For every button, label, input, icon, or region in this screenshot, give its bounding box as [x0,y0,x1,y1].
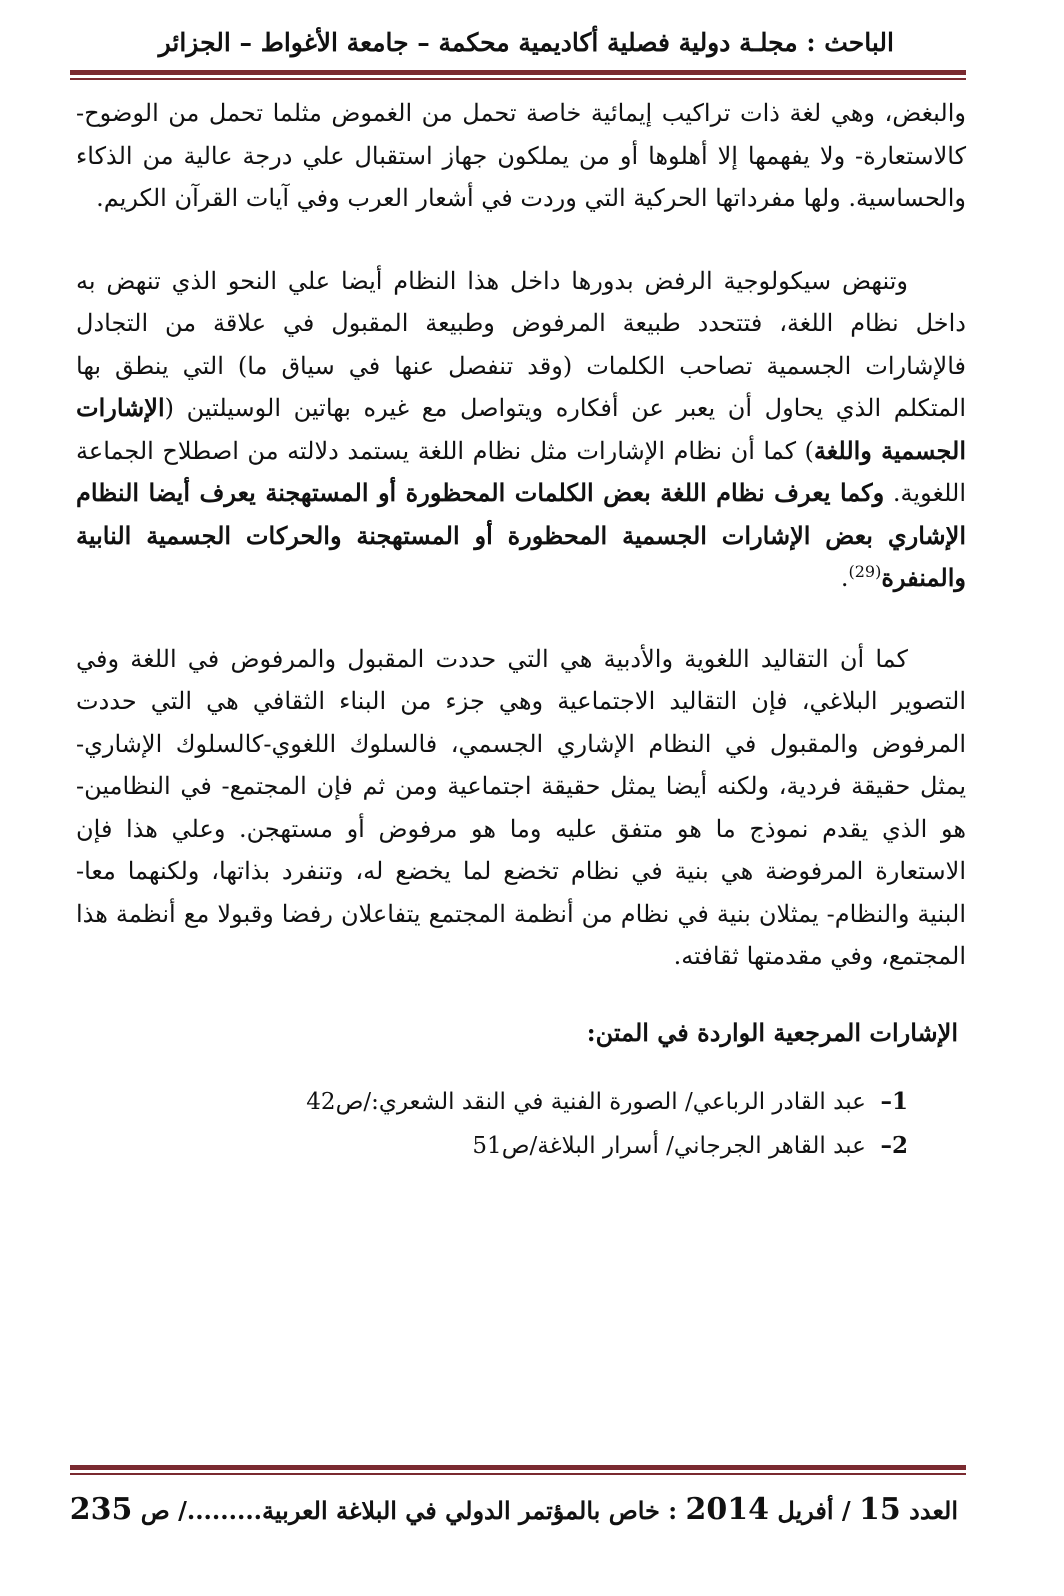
article-body [76,92,966,1168]
footer-page-number: 235 [69,1492,133,1527]
footer-separator: / [841,1496,851,1525]
paragraph-2-bold-1: الإشارات الجسمية واللغة [76,393,966,465]
header-divider-thin [70,78,966,80]
reference-item-2 [76,1124,908,1168]
footer-divider-thick [70,1465,966,1470]
header-divider-thick [70,70,966,75]
footer-issue-label: العدد [909,1496,958,1525]
reference-number-1: 1– [880,1088,908,1115]
footer-year: 2014 [685,1492,769,1527]
paragraph-3: كما أن التقاليد اللغوية والأدبية هي التي حددت المقبول والمرفوض في اللغة وفي التصوير البلاغي، فإن التقاليد الاجتماعية وهي جزء من البناء الثقافي هي التي حددت المرفوض والمقبول في النظام الإشاري الجسمي، فالسلوك اللغوي-كالسلوك الإشاري- يمثل حقيقة فردية، ولكنه أيضا يمثل حقيقة اجتماعية ومن ثم فإن المجتمع- في النظامين- هو الذي يقدم نموذج ما هو متفق عليه وما هو مرفوض أو مستهجن. وعلي هذا فإن الاستعارة المرفوضة هي بنية في نظام تخضع لما يخضع له، وتنفرد بذاتها، ولكنهما معا- البنية والنظام- يمثلان بنية في نظام من أنظمة المجتمع يتفاعلان رفضا وقبولا مع أنظمة هذا المجتمع، وفي مقدمتها ثقافته. [76,644,967,970]
footer-description: : خاص بالمؤتمر الدولي في البلاغة العربية........./ ص [140,1496,678,1525]
footer-divider-thin [70,1473,966,1475]
journal-header-text: الباحث : مجلـة دولية فصلية أكاديمية محكمة – جامعة الأغواط – الجزائر [158,28,894,57]
header-divider [70,70,966,80]
paragraph-2 [76,260,966,600]
reference-number-2: 2– [880,1132,908,1159]
page-footer [69,1490,958,1531]
footer-issue-number: 15 [859,1492,901,1527]
reference-item-1 [76,1080,908,1124]
paragraph-2-part-1: وتنهض سيكولوجية الرفض بدورها داخل هذا النظام أيضا علي النحو الذي تنهض به داخل نظام اللغة، فتتحدد طبيعة المرفوض وطبيعة المقبول في علاقة من التجادل فالإشارات الجسمية تصاحب الكلمات (وقد تنفصل عنها في سياق ما) التي ينطق بها المتكلم الذي يحاول أن يعبر عن أفكاره ويتواصل مع غيره بهاتين الوسيلتين ( [76,266,966,422]
paragraph-1: والبغض، وهي لغة ذات تراكيب إيمائية خاصة تحمل من الغموض مثلما تحمل من الوضوح- كالاستعارة- ولا يفهمها إلا أهلوها أو من يملكون جهاز استقبال علي درجة عالية من الذكاء والحساسية. ولها مفرداتها الحركية التي وردت في أشعار العرب وفي آيات القرآن الكريم. [76,99,966,212]
paragraph-2-part-2: ) كما أن نظام الإشارات مثل نظام اللغة يستمد دلالته من اصطلاح الجماعة اللغوية. [76,436,967,507]
journal-header [90,26,894,60]
reference-text-1: عبد القادر الرباعي/ الصورة الفنية في النقد الشعري:/ص42 [306,1089,866,1115]
references-list [76,1080,966,1168]
footer-month: أفريل [777,1496,834,1525]
references-title: الإشارات المرجعية الواردة في المتن: [586,1017,958,1047]
footer-divider [70,1465,966,1475]
paragraph-2-end: . [840,564,849,592]
reference-text-2: عبد القاهر الجرجاني/ أسرار البلاغة/ص51 [472,1133,866,1159]
footnote-marker-29: (29) [848,562,882,581]
paragraph-2-bold-2: وكما يعرف نظام اللغة بعض الكلمات المحظورة أو المستهجنة يعرف أيضا النظام الإشاري بعض الإشارات الجسمية المحظورة أو المستهجنة والحركات الجسمية النابية والمنفرة [76,478,966,592]
